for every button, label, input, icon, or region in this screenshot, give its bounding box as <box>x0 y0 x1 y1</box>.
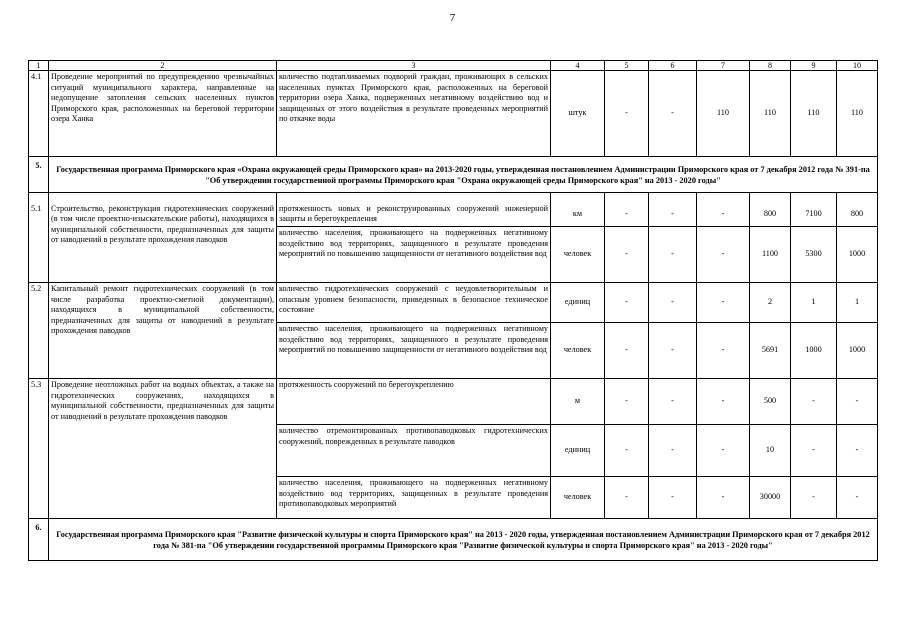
value-cell: - <box>649 71 697 157</box>
value-cell: - <box>697 283 750 323</box>
value-cell: 1 <box>837 283 878 323</box>
value-cell: 2 <box>750 283 791 323</box>
value-cell: - <box>649 379 697 425</box>
table-row <box>29 71 878 157</box>
row-number: 4.1 <box>29 71 49 157</box>
value-cell: 5691 <box>750 323 791 379</box>
indicator-name: количество населения, проживающего на подверженных негативному воздействию вод территориях, защищенных в результате проведения противопаводковых мероприятий <box>277 477 551 519</box>
indicator-name: количество населения, проживающего на подверженных негативному воздействию вод территориях, защищенного в результате проведения мероприятий по повышению защищенности от негативного воздействия вод <box>277 227 551 283</box>
value-cell: - <box>605 71 649 157</box>
unit-cell: штук <box>551 71 605 157</box>
unit-cell: единиц <box>551 283 605 323</box>
value-cell: - <box>649 227 697 283</box>
value-cell: 1000 <box>837 227 878 283</box>
table-row <box>29 379 878 425</box>
unit-cell: человек <box>551 227 605 283</box>
indicator-name: количество гидротехнических сооружений с неудовлетворительным и опасным уровнем безопасности, приведенных в безопасное техническое состояние <box>277 283 551 323</box>
measure-name: Капитальный ремонт гидротехнических сооружений (в том числе разработка проектно-сметной документации), находящихся в муниципальной собственности, предназначенных для защиты от наводнений в результате прохождения паводков <box>49 283 277 379</box>
section-number: 6. <box>29 519 49 561</box>
value-cell: 800 <box>750 203 791 227</box>
value-cell: - <box>697 425 750 477</box>
value-cell: - <box>605 323 649 379</box>
section-number: 5. <box>29 157 49 193</box>
section-title: Государственная программа Приморского края "Развитие физической культуры и спорта Приморского края" на 2013 - 2020 годы, утвержденная постановлением Администрации Приморского края от 7 декабря 2012 года № 381-па "Об утверждении государственной программы Приморского края "Развитие физической культуры и спорта Приморского края" на 2013 - 2020 годы" <box>49 519 878 561</box>
value-cell: - <box>649 203 697 227</box>
indicator-name: количество населения, проживающего на подверженных негативному воздействию вод территориях, защищенного в результате проведения мероприятий по повышению защищенности от негативного воздействия вод <box>277 323 551 379</box>
measure-name: Строительство, реконструкция гидротехнических сооружений (в том числе проектно-изыскательские работы), находящихся в муниципальной собственности, предназначенных для защиты от наводнений в результате прохождения паводков <box>49 203 277 283</box>
value-cell: 800 <box>837 203 878 227</box>
header-row <box>29 61 878 71</box>
value-cell: - <box>697 323 750 379</box>
page-number: 7 <box>449 12 456 24</box>
measure-name: Проведение мероприятий по предупреждению чрезвычайных ситуаций муниципального характера, направленные на недопущение затопления сельских населенных пунктов Приморского края, расположенных на береговой территории озера Ханка <box>49 71 277 157</box>
value-cell: 1000 <box>791 323 837 379</box>
value-cell: - <box>837 477 878 519</box>
indicator-name: количество подтапливаемых подворий граждан, проживающих в сельских населенных пунктах Приморского края, расположенных на береговой территории озера Ханка, подверженных негативному воздействию вод и защищенных от этого воздействия в результате проведенных мероприятий по откачке воды <box>277 71 551 157</box>
value-cell: 5300 <box>791 227 837 283</box>
header-cell: 5 <box>605 61 649 71</box>
unit-cell: единиц <box>551 425 605 477</box>
value-cell: - <box>649 283 697 323</box>
value-cell: - <box>649 425 697 477</box>
value-cell: - <box>791 425 837 477</box>
unit-cell: м <box>551 379 605 425</box>
section-row <box>29 519 878 561</box>
value-cell: - <box>791 477 837 519</box>
spacer-row <box>29 193 878 203</box>
indicators-table <box>28 60 878 561</box>
table-row <box>29 203 878 227</box>
section-title: Государственная программа Приморского края «Охрана окружающей среды Приморского края» на 2013-2020 годы, утвержденная постановлением Администрации Приморского края от 7 декабря 2012 года № 391-па "Об утверждении государственной программы Приморского края "Охрана окружающей среды Приморского края" на 2013 - 2020 годы" <box>49 157 878 193</box>
table-row <box>29 283 878 323</box>
row-number: 5.1 <box>29 203 49 283</box>
header-cell: 10 <box>837 61 878 71</box>
indicator-name: протяженность сооружений по берегоукреплению <box>277 379 551 425</box>
value-cell: 1 <box>791 283 837 323</box>
row-number: 5.3 <box>29 379 49 519</box>
value-cell: 500 <box>750 379 791 425</box>
value-cell: 110 <box>750 71 791 157</box>
value-cell: - <box>605 227 649 283</box>
value-cell: 10 <box>750 425 791 477</box>
value-cell: - <box>837 425 878 477</box>
value-cell: - <box>697 379 750 425</box>
value-cell: - <box>605 477 649 519</box>
value-cell: - <box>649 323 697 379</box>
indicator-name: протяженность новых и реконструированных сооружений инженерной защиты и берегоукрепления <box>277 203 551 227</box>
value-cell: 7100 <box>791 203 837 227</box>
value-cell: 1100 <box>750 227 791 283</box>
row-number: 5.2 <box>29 283 49 379</box>
value-cell: - <box>605 379 649 425</box>
value-cell: 30000 <box>750 477 791 519</box>
value-cell: - <box>697 477 750 519</box>
header-cell: 9 <box>791 61 837 71</box>
value-cell: 110 <box>837 71 878 157</box>
value-cell: - <box>649 477 697 519</box>
value-cell: - <box>791 379 837 425</box>
measure-name: Проведение неотложных работ на водных объектах, а также на гидротехнических сооружениях, находящихся в муниципальной собственности, предназначенных для защиты от наводнений в результате прохождения паводков <box>49 379 277 519</box>
value-cell: - <box>605 203 649 227</box>
value-cell: 110 <box>697 71 750 157</box>
value-cell: - <box>697 227 750 283</box>
header-cell: 2 <box>49 61 277 71</box>
value-cell: 110 <box>791 71 837 157</box>
value-cell: - <box>697 203 750 227</box>
section-row <box>29 157 878 193</box>
header-cell: 6 <box>649 61 697 71</box>
indicator-name: количество отремонтированных противопаводковых гидротехнических сооружений, поврежденных в результате паводков <box>277 425 551 477</box>
value-cell: - <box>605 425 649 477</box>
unit-cell: км <box>551 203 605 227</box>
header-cell: 4 <box>551 61 605 71</box>
value-cell: - <box>605 283 649 323</box>
value-cell: - <box>837 379 878 425</box>
unit-cell: человек <box>551 477 605 519</box>
value-cell: 1000 <box>837 323 878 379</box>
header-cell: 1 <box>29 61 49 71</box>
unit-cell: человек <box>551 323 605 379</box>
header-cell: 7 <box>697 61 750 71</box>
header-cell: 3 <box>277 61 551 71</box>
header-cell: 8 <box>750 61 791 71</box>
